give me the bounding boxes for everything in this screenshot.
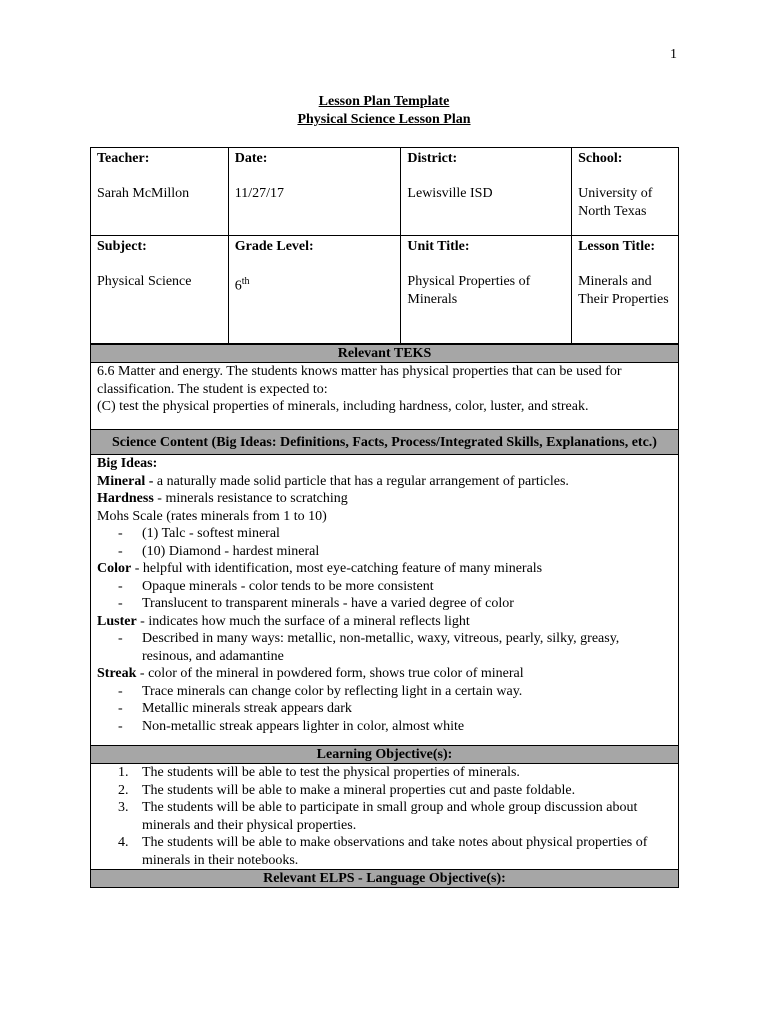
teks-header: Relevant TEKS [91, 345, 679, 363]
definition: a naturally made solid particle that has a regular arrangement of particles. [153, 473, 569, 489]
grade-cell [228, 236, 401, 344]
date-value: 11/27/17 [234, 185, 285, 201]
luster-definition [97, 613, 672, 631]
grade-suffix: th [241, 275, 250, 287]
term: Color [97, 561, 132, 576]
teacher-cell [91, 148, 229, 236]
list-item: - Translucent to transparent minerals - have a varied degree of color [118, 596, 514, 611]
teks-line: 6.6 Matter and energy. The students knows matter has physical properties that can be used for classification. The student is expected to: [97, 364, 622, 397]
definition: - helpful with identification, most eye-catching feature of many minerals [131, 561, 543, 576]
date-label: Date: [234, 151, 268, 166]
document-subtitle: Physical Science Lesson Plan [297, 112, 471, 127]
page-number: 1 [670, 47, 677, 62]
title-block [0, 93, 768, 129]
school-label: School: [578, 151, 623, 166]
list-item: - Non-metallic streak appears lighter in color, almost white [118, 718, 465, 734]
unit-value: Physical Properties of Minerals [407, 273, 531, 307]
district-cell [401, 148, 572, 236]
district-label: District: [407, 151, 458, 166]
list-item: 3. The students will be able to participate in small group and whole group discussion about minerals and their physical properties. [118, 800, 638, 833]
grade-number: 6 [234, 278, 242, 294]
lesson-cell [572, 236, 679, 344]
mohs-scale: Mohs Scale (rates minerals from 1 to 10) [97, 508, 327, 524]
teacher-value: Sarah McMillon [97, 185, 190, 201]
list-item: - Trace minerals can change color by reflecting light in a certain way. [118, 683, 523, 699]
list-item: - Described in many ways: metallic, non-metallic, waxy, vitreous, pearly, silky, greasy, resinous, and adamantine [118, 631, 620, 664]
definition: - color of the mineral in powdered form, shows true color of mineral [136, 666, 524, 681]
color-definition [97, 560, 672, 578]
info-row [91, 236, 679, 344]
elps-header: Relevant ELPS - Language Objective(s): [91, 870, 679, 888]
learning-objectives-cell [91, 764, 679, 870]
science-content-header: Science Content (Big Ideas: Definitions, Facts, Process/Integrated Skills, Explanations, etc.) [91, 430, 679, 455]
subject-cell [91, 236, 229, 344]
lesson-label: Lesson Title: [578, 239, 655, 254]
list-item: - (1) Talc - softest mineral [118, 526, 280, 541]
date-cell [228, 148, 401, 236]
hardness-definition [97, 490, 672, 508]
definition: - indicates how much the surface of a mineral reflects light [136, 613, 470, 629]
grade-value [235, 273, 395, 296]
list-item: 2. The students will be able to make a mineral properties cut and paste foldable. [118, 782, 576, 798]
document-title: Lesson Plan Template [318, 94, 450, 109]
definition: - minerals resistance to scratching [153, 491, 348, 506]
mineral-definition [97, 473, 672, 491]
lesson-info-table [90, 147, 679, 344]
lesson-content-table [90, 344, 679, 888]
school-cell [572, 148, 679, 236]
subject-label: Subject: [97, 239, 147, 254]
teacher-label: Teacher: [97, 151, 150, 166]
unit-label: Unit Title: [407, 239, 470, 254]
list-item: 1. The students will be able to test the physical properties of minerals. [118, 765, 520, 780]
mohs-list [97, 525, 672, 560]
teks-line: (C) test the physical properties of minerals, including hardness, color, luster, and streak. [97, 399, 589, 414]
subject-value: Physical Science [97, 273, 192, 289]
luster-list [97, 630, 672, 665]
objectives-list [97, 764, 672, 869]
list-item: - (10) Diamond - hardest mineral [118, 543, 320, 559]
grade-label: Grade Level: [234, 239, 314, 254]
term: Hardness [97, 491, 154, 506]
lesson-value: Minerals and Their Properties [578, 273, 669, 307]
unit-cell [401, 236, 572, 344]
color-list [97, 578, 672, 613]
streak-list [97, 683, 672, 736]
term: Luster [97, 613, 137, 629]
streak-definition [97, 665, 672, 683]
teks-cell [91, 363, 679, 430]
term: Streak [97, 666, 137, 681]
list-item: 4. The students will be able to make observations and take notes about physical properties of minerals in their notebooks. [118, 835, 648, 868]
learning-objectives-header: Learning Objective(s): [91, 746, 679, 764]
list-item: - Metallic minerals streak appears dark [118, 701, 352, 716]
district-value: Lewisville ISD [407, 185, 493, 201]
big-ideas-cell [91, 455, 679, 746]
big-ideas-heading: Big Ideas: [97, 456, 158, 471]
info-row [91, 148, 679, 236]
term: Mineral - [97, 473, 154, 489]
school-value: University of North Texas [578, 185, 653, 219]
list-item: - Opaque minerals - color tends to be more consistent [118, 578, 434, 594]
